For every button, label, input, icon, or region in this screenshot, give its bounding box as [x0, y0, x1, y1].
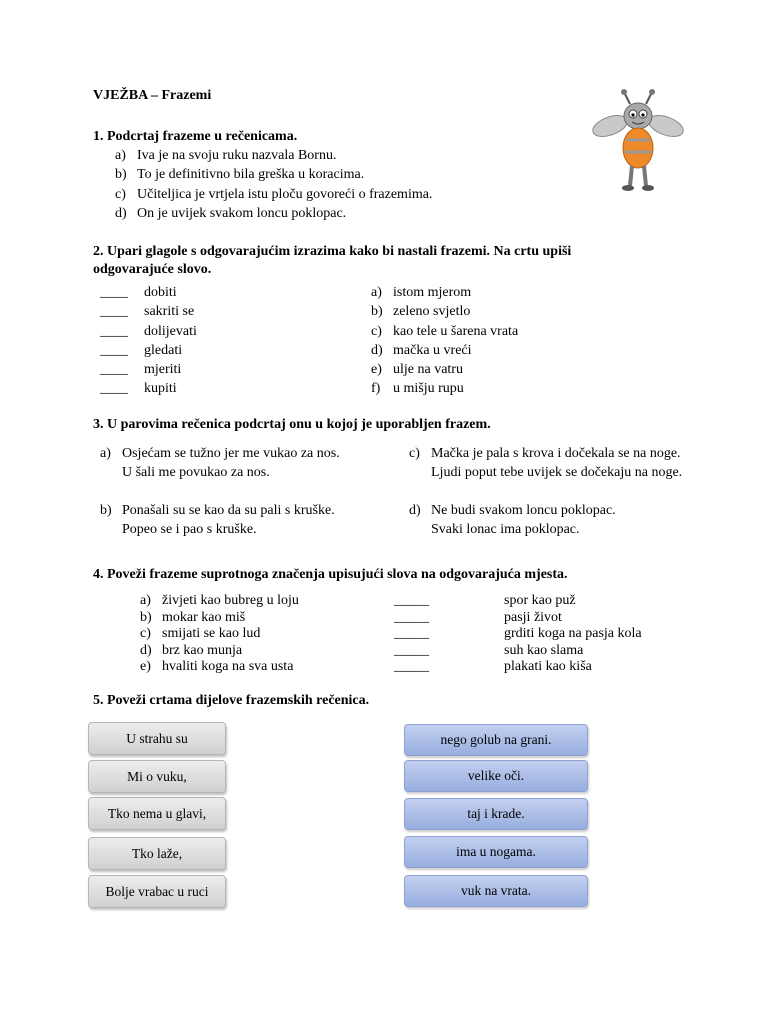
exercise-4-heading: 4. Poveži frazeme suprotnoga značenja upisujući slova na odgovarajuća mjesta. — [93, 567, 568, 582]
sentence-start-box[interactable]: Tko nema u glavi, — [88, 797, 226, 830]
exercise-4-right-item: suh kao slama — [504, 643, 584, 658]
answer-blank[interactable]: ____ — [100, 285, 128, 300]
exercise-4-right-item: spor kao puž — [504, 593, 576, 608]
sentence-start-box[interactable]: U strahu su — [88, 722, 226, 755]
sentence-option[interactable]: Ne budi svakom loncu poklopac. — [431, 503, 616, 518]
exercise-4-left-item: a) živjeti kao bubreg u loju — [140, 593, 299, 608]
exercise-1-item: c) Učiteljica je vrtjela istu ploču govoreći o frazemima. — [115, 187, 433, 202]
bee-mascot-illustration — [580, 86, 696, 202]
exercise-4-right-item: grditi koga na pasja kola — [504, 626, 642, 641]
sentence-start-box[interactable]: Mi o vuku, — [88, 760, 226, 793]
sentence-option[interactable]: U šali me povukao za nos. — [122, 465, 270, 480]
exercise-2-phrase-row: e) ulje na vatru — [371, 362, 463, 377]
sentence-option[interactable]: Svaki lonac ima poklopac. — [431, 522, 580, 537]
sentence-option[interactable]: Ponašali su se kao da su pali s kruške. — [122, 503, 335, 518]
sentence-end-box[interactable]: velike oči. — [404, 760, 588, 792]
answer-blank[interactable]: ____ — [100, 343, 128, 358]
answer-blank[interactable]: _____ — [394, 593, 429, 608]
exercise-2-heading-line2: odgovarajuće slovo. — [93, 262, 212, 277]
worksheet-title: VJEŽBA – Frazemi — [93, 88, 212, 103]
sentence-end-box[interactable]: ima u nogama. — [404, 836, 588, 868]
exercise-1-heading: 1. Podcrtaj frazeme u rečenicama. — [93, 129, 298, 144]
exercise-2-verb-row: ____ mjeriti — [100, 362, 182, 377]
exercise-1-item: d) On je uvijek svakom loncu poklopac. — [115, 206, 347, 221]
exercise-3-pair-c: c) Mačka je pala s krova i dočekala se na noge. Ljudi poput tebe uvijek se dočekaju na noge. — [409, 446, 683, 480]
exercise-2-heading-line1: 2. Upari glagole s odgovarajućim izrazima kako bi nastali frazemi. Na crtu upiši — [93, 244, 572, 259]
exercise-2-phrase-row: b) zeleno svjetlo — [371, 304, 471, 319]
exercise-2-verb-row: ____ dobiti — [100, 285, 177, 300]
exercise-1-item: a) Iva je na svoju ruku nazvala Bornu. — [115, 148, 337, 163]
exercise-2-verb-row: ____ gledati — [100, 343, 183, 358]
exercise-2-phrase-row: f) u mišju rupu — [371, 381, 464, 396]
sentence-option[interactable]: Ljudi poput tebe uvijek se dočekaju na noge. — [431, 465, 683, 480]
sentence-option[interactable]: Popeo se i pao s kruške. — [122, 522, 257, 537]
exercise-2-phrase-row: c) kao tele u šarena vrata — [371, 324, 519, 339]
sentence-start-box[interactable]: Bolje vrabac u ruci — [88, 875, 226, 908]
exercise-4-left-item: c) smijati se kao lud — [140, 626, 261, 641]
exercise-4-left-item: d) brz kao munja — [140, 643, 243, 658]
exercise-2-phrase-row: a) istom mjerom — [371, 285, 472, 300]
exercise-5-heading: 5. Poveži crtama dijelove frazemskih rečenica. — [93, 693, 370, 708]
exercise-4-right-item: pasji život — [504, 610, 562, 625]
sentence-option[interactable]: Mačka je pala s krova i dočekala se na noge. — [431, 446, 681, 461]
answer-blank[interactable]: _____ — [394, 626, 429, 641]
exercise-4-left-item: b) mokar kao miš — [140, 610, 246, 625]
exercise-2-verb-row: ____ dolijevati — [100, 324, 197, 339]
sentence-end-box[interactable]: taj i krade. — [404, 798, 588, 830]
exercise-3-pair-a: a) Osjećam se tužno jer me vukao za nos. U šali me povukao za nos. — [100, 446, 340, 480]
exercise-2-verb-row: ____ kupiti — [100, 381, 177, 396]
sentence-end-box[interactable]: nego golub na grani. — [404, 724, 588, 756]
exercise-2-verb-row: ____ sakriti se — [100, 304, 195, 319]
sentence-start-box[interactable]: Tko laže, — [88, 837, 226, 870]
sentence-end-box[interactable]: vuk na vrata. — [404, 875, 588, 907]
answer-blank[interactable]: _____ — [394, 610, 429, 625]
exercise-1-item: b) To je definitivno bila greška u koracima. — [115, 167, 365, 182]
answer-blank[interactable]: _____ — [394, 659, 429, 674]
answer-blank[interactable]: ____ — [100, 304, 128, 319]
exercise-3-heading: 3. U parovima rečenica podcrtaj onu u kojoj je uporabljen frazem. — [93, 417, 491, 432]
exercise-3-pair-b: b) Ponašali su se kao da su pali s kruške. Popeo se i pao s kruške. — [100, 503, 335, 537]
exercise-4-left-item: e) hvaliti koga na sva usta — [140, 659, 294, 674]
answer-blank[interactable]: ____ — [100, 362, 128, 377]
exercise-2-phrase-row: d) mačka u vreći — [371, 343, 472, 358]
answer-blank[interactable]: _____ — [394, 643, 429, 658]
exercise-3-pair-d: d) Ne budi svakom loncu poklopac. Svaki lonac ima poklopac. — [409, 503, 616, 537]
answer-blank[interactable]: ____ — [100, 324, 128, 339]
sentence-option[interactable]: Osjećam se tužno jer me vukao za nos. — [122, 446, 340, 461]
answer-blank[interactable]: ____ — [100, 381, 128, 396]
exercise-4-right-item: plakati kao kiša — [504, 659, 592, 674]
